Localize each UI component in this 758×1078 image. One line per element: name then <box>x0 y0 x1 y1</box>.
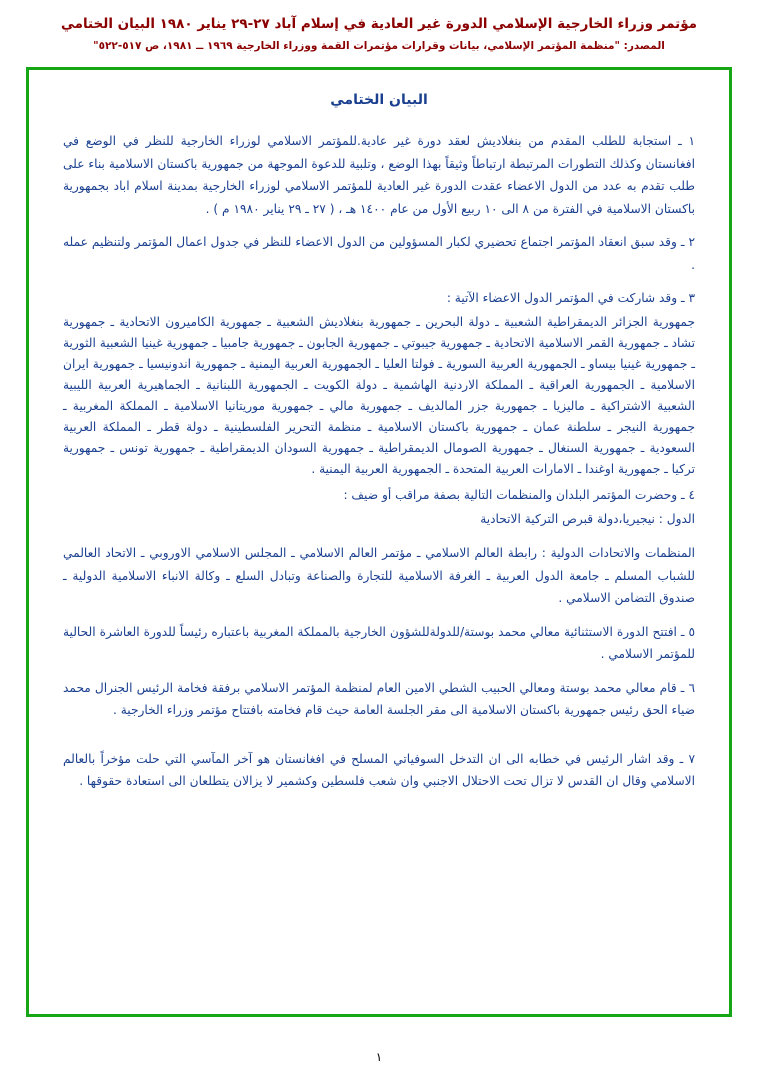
observer-organizations: المنظمات والاتحادات الدولية : رابطة العالم الاسلامي ـ مؤتمر العالم الاسلامي ـ المجلس الاسلامي الاوروبي ـ الاتحاد العالمي للشباب المسلم ـ جامعة الدول العربية ـ الغرفة الاسلامية للتجارة والصناعة وتبادل السلع ـ وكالة الانباء الاسلامية الدولية ـ صندوق التضامن الاسلامي . <box>63 545 695 606</box>
document-frame <box>26 67 732 1017</box>
document-title: البيان الختامي <box>330 92 428 109</box>
member-states-list: جمهورية الجزائر الديمقراطية الشعبية ـ دولة البحرين ـ جمهورية بنغلاديش الشعبية ـ جمهورية الكاميرون الاتحادية ـ جمهورية تشاد ـ جمهورية القمر الاسلامية الاتحادية ـ جمهورية جيبوتي ـ جمهورية الجابون ـ جمهورية جامبيا ـ جمهورية غينيا الشعبية الثورية ـ جمهورية غينيا بيساو ـ الجمهورية العربية السورية ـ فولتا العليا ـ الجمهورية العربية اليمنية ـ جمهورية اندونيسيا ـ جمهورية ايران الاسلامية ـ الجمهورية العراقية ـ المملكة الاردنية الهاشمية ـ دولة الكويت ـ الجمهورية اللبنانية ـ الجماهيرية العربية الليبية الشعبية الاشتراكية ـ ماليزيا ـ جمهورية جزر المالديف ـ جمهورية مالي ـ جمهورية موريتانيا الاسلامية ـ المملكة المغربية ـ جمهورية النيجر ـ سلطنة عمان ـ جمهورية باكستان الاسلامية ـ منظمة التحرير الفلسطينية ـ دولة قطر ـ المملكة العربية السعودية ـ جمهورية السنغال ـ جمهورية الصومال الديمقراطية ـ جمهورية السودان الديمقراطية ـ جمهورية تونس ـ جمهورية تركيا ـ جمهورية اوغندا ـ الامارات العربية المتحدة ـ الجمهورية العربية اليمنية . <box>63 314 695 476</box>
paragraph-4: ٤ ـ وحضرت المؤتمر البلدان والمنظمات التالية بصفة مراقب أو ضيف : <box>343 487 695 502</box>
paragraph-1: ١ ـ استجابة للطلب المقدم من بنغلاديش لعقد دورة غير عادية.للمؤتمر الاسلامي لوزراء الخارجية للنظر في الوضع في افغانستان وكذلك التطورات المرتبطة ارتباطاً وثيقاً بهذا الوضع ، وتلبية للدعوة الموجهة من جمهورية باكستان الاسلامية بناء على طلب تقدم به عدد من الدول الاعضاء عقدت الدورة غير العادية للمؤتمر الاسلامي لوزراء الخارجية بمدينة اسلام اباد بجمهورية باكستان الاسلامية في الفترة من ٨ الى ١٠ ربيع الأول من عام ١٤٠٠ هـ ، ( ٢٧ ـ ٢٩ يناير ١٩٨٠ م ) . <box>63 134 695 216</box>
header-source: المصدر: "منظمة المؤتمر الإسلامي، بيانات وقرارات مؤتمرات القمة ووزراء الخارجية ١٩٦٩ ــ ١٩٨١، ص ٥١٧-٥٢٢" <box>93 40 665 53</box>
paragraph-2: ٢ ـ وقد سبق انعقاد المؤتمر اجتماع تحضيري لكبار المسؤولين من الدول الاعضاء للنظر في جدول اعمال المؤتمر ولتنظيم عمله . <box>63 235 695 272</box>
paragraph-3: ٣ ـ وقد شاركت في المؤتمر الدول الاعضاء الآتية : <box>446 291 695 306</box>
paragraph-5: ٥ ـ افتتح الدورة الاستثنائية معالي محمد بوستة/للدولةللشؤون الخارجية بالمملكة المغربية باعتباره رئيساً للدورة العاشرة الحالية للمؤتمر الاسلامي . <box>63 624 695 662</box>
page-header <box>26 14 732 55</box>
paragraph-6: ٦ ـ قام معالي محمد بوستة ومعالي الحبيب الشطي الامين العام لمنظمة المؤتمر الاسلامي برفقة فخامة الرئيس الجنرال محمد ضياء الحق رئيس جمهورية باكستان الاسلامية الى مقر الجلسة العامة حيث قام فخامته بافتتاح مؤتمر وزراء الخارجية . <box>63 680 695 718</box>
header-title: مؤتمر وزراء الخارجية الإسلامي الدورة غير العادية في إسلام آباد ٢٧-٢٩ يناير ١٩٨٠ البيان الختامي <box>60 16 698 32</box>
paragraph-7: ٧ ـ وقد اشار الرئيس في خطابه الى ان التدخل السوفياتي المسلح في افغانستان هو آخر المآسي التي حلت مؤخراً بالعالم الاسلامي وقال ان القدس لا تزال تحت الاحتلال الاجنبي وان شعب فلسطين وكشمير لا يزالان يتطلعان الى استعادة حقوقها . <box>63 751 695 789</box>
observer-states: الدول : نيجيريا،دولة قبرص التركية الاتحادية <box>480 512 695 527</box>
page-number: ١ <box>375 1050 383 1064</box>
